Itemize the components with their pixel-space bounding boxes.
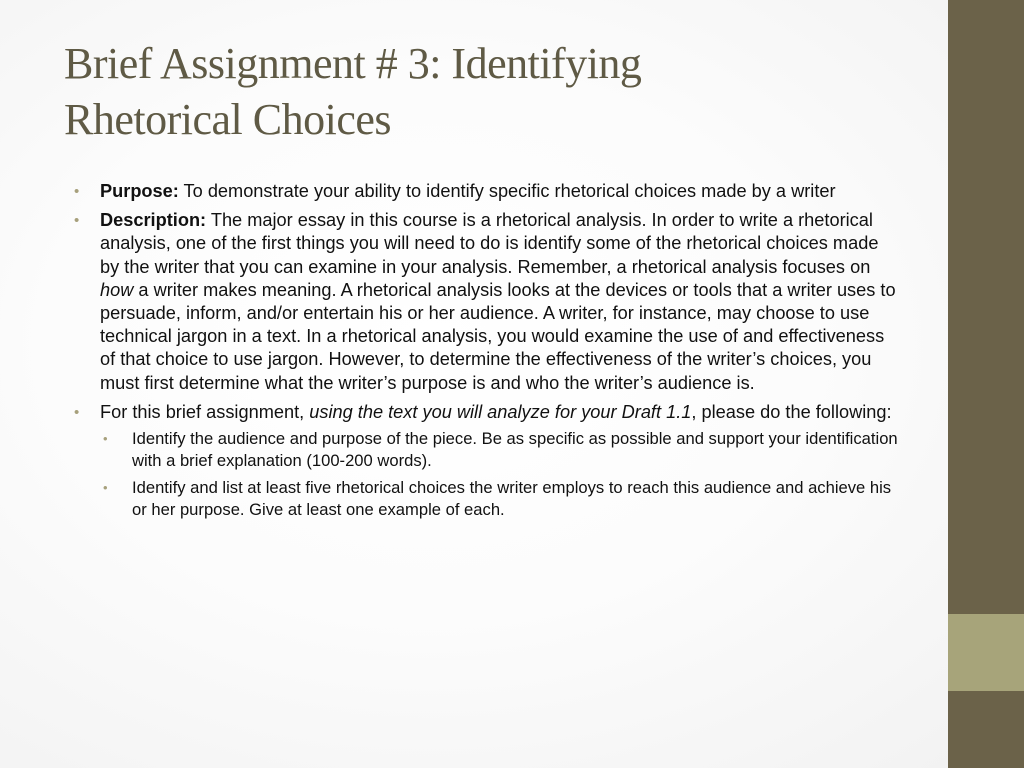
sub-bullet-rhetorical-choices: [100, 477, 900, 520]
bullet-purpose: [72, 180, 900, 203]
instructions-text-start: For this brief assignment,: [100, 401, 310, 422]
side-bar-top-block: [948, 0, 1024, 614]
sub-bullet-dot-icon: •: [103, 431, 108, 447]
bullet-list: [72, 180, 900, 520]
title-line-2: Rhetorical Choices: [64, 95, 392, 144]
description-emphasis: how: [100, 279, 134, 300]
instructions-text-end: , please do the following:: [691, 401, 892, 422]
bullet-dot-icon: •: [74, 403, 80, 421]
slide-body: [72, 180, 900, 526]
purpose-text: To demonstrate your ability to identify specific rhetorical choices made by a writer: [178, 181, 836, 201]
title-line-1: Brief Assignment # 3: Identifying: [64, 39, 642, 88]
decorative-side-bar: [948, 0, 1024, 768]
sub-bullet-dot-icon: •: [103, 480, 108, 496]
description-text-end: a writer makes meaning. A rhetorical analysis looks at the devices or tools that a writer uses to persuade, inform, and/or entertain his or her audience. A writer, for instance, may choose to use technical jargon in a text. In a rhetorical analysis, you would examine the use of and effectiveness of that choice to use jargon. However, to determine the effectiveness of the writer’s choices, you must first determine what the writer’s purpose is and who the writer’s audience is.: [100, 279, 896, 393]
slide-title: [64, 36, 904, 148]
sub-bullet-text: Identify and list at least five rhetorical choices the writer employs to reach this audience and achieve his or her purpose. Give at least one example of each.: [132, 478, 892, 519]
description-label: Description:: [100, 210, 207, 231]
sub-bullet-audience-purpose: [100, 428, 900, 471]
bullet-dot-icon: •: [74, 183, 80, 200]
instructions-emphasis: using the text you will analyze for your Draft 1.1: [309, 401, 692, 422]
sub-bullet-list: [100, 428, 900, 520]
side-bar-accent-block: [948, 614, 1024, 691]
side-bar-bottom-block: [948, 691, 1024, 768]
bullet-dot-icon: •: [74, 212, 80, 230]
sub-bullet-text: Identify the audience and purpose of the piece. Be as specific as possible and support your identification with a brief explanation (100-200 words).: [132, 429, 898, 470]
description-text-start: The major essay in this course is a rhetorical analysis. In order to write a rhetorical analysis, one of the first things you will need to do is identify some of the rhetorical choices made by the writer that you can examine in your analysis. Remember, a rhetorical analysis focuses on: [100, 210, 879, 277]
bullet-instructions: [72, 401, 900, 520]
purpose-label: Purpose:: [100, 181, 179, 201]
bullet-description: [72, 209, 900, 395]
